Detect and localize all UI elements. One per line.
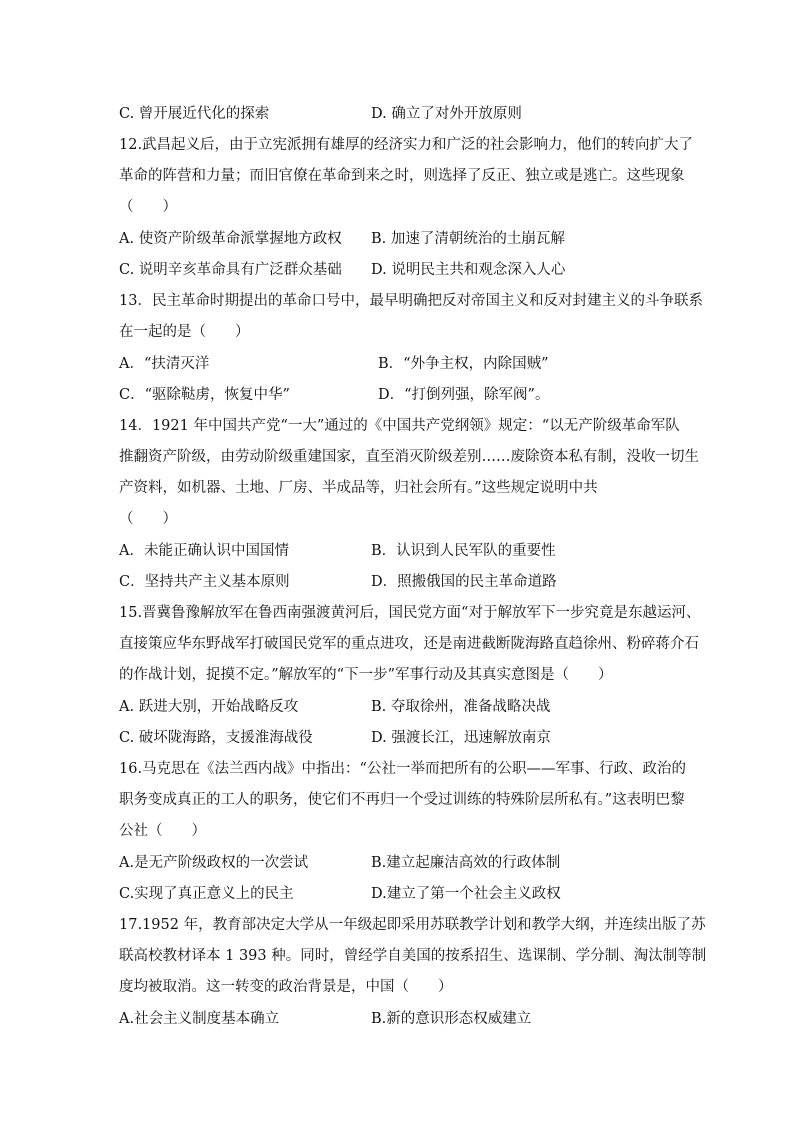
q13-stem-line: 13．民主革命时期提出的革命口号中，最早明确把反对帝国主义和反对封建主义的斗争联系	[119, 293, 703, 309]
q15-option-d: D. 强渡长江，迅速解放南京	[371, 730, 551, 746]
q14-option-c: C．坚持共产主义基本原则	[119, 574, 290, 590]
q15-option-c: C. 破坏陇海路，支援淮海战役	[119, 730, 313, 746]
q14-option-a: A．未能正确认识中国国情	[119, 543, 289, 559]
q17-stem-line: 联高校教材译本 1 393 种。同时，曾经学自美国的按系招生、选课制、学分制、淘汰制等制	[119, 948, 707, 964]
q12-option-c: C. 说明辛亥革命具有广泛群众基础	[119, 262, 342, 278]
q13-option-d: D．“打倒列强，除军阀”。	[378, 387, 550, 403]
q14-stem-line: 产资料，如机器、土地、厂房、半成品等，归社会所有。”这些规定说明中共	[119, 480, 598, 496]
q16-stem-line: 公社（ ）	[119, 823, 206, 839]
q15-stem-line: 直接策应华东野战军打破国民党军的重点进攻，还是南进截断陇海路直趋徐州、粉碎蒋介石	[119, 636, 699, 652]
q13-option-c: C．“驱除鞑虏，恢复中华”	[119, 387, 290, 403]
q14-answer-blank: （ ）	[119, 511, 177, 527]
q12-answer-blank: （ ）	[119, 199, 177, 215]
q17-option-a: A.社会主义制度基本确立	[119, 1011, 280, 1027]
q16-stem-line: 16.马克思在《法兰西内战》中指出：“公社一举而把所有的公职——军事、行政、政治的	[119, 761, 686, 777]
q16-option-a: A.是无产阶级政权的一次尝试	[119, 855, 309, 871]
q16-option-d: D.建立了第一个社会主义政权	[371, 886, 561, 902]
q14-option-d: D．照搬俄国的民主革命道路	[371, 574, 557, 590]
q13-option-b: B．“外争主权，内除国贼”	[378, 356, 549, 372]
q17-stem-line: 度均被取消。这一转变的政治背景是，中国（ ）	[119, 979, 453, 995]
q15-stem-line: 15.晋冀鲁豫解放军在鲁西南强渡黄河后，国民党方面“对于解放军下一步究竟是东越运河、	[119, 605, 701, 621]
q12-option-d: D. 说明民主共和观念深入人心	[371, 262, 566, 278]
q14-stem-line: 14．1921 年中国共产党“一大”通过的《中国共产党纲领》规定：“以无产阶级革命军队	[119, 418, 680, 434]
q16-option-b: B.建立起廉洁高效的行政体制	[371, 855, 561, 871]
q13-option-a: A．“扶清灭洋	[119, 356, 210, 372]
q16-option-c: C.实现了真正意义上的民主	[119, 886, 294, 902]
q12-option-b: B. 加速了清朝统治的土崩瓦解	[371, 231, 565, 247]
q13-stem-line: 在一起的是（ ）	[119, 324, 250, 340]
q14-stem-line: 推翻资产阶级，由劳动阶级重建国家，直至消灭阶级差别……废除资本私有制，没收一切生	[119, 449, 699, 465]
q14-option-b: B．认识到人民军队的重要性	[371, 543, 556, 559]
q12-stem-line: 革命的阵营和力量；而旧官僚在革命到来之时，则选择了反正、独立或是逃亡。这些现象	[119, 168, 685, 184]
q12-stem-line: 12.武昌起义后，由于立宪派拥有雄厚的经济实力和广泛的社会影响力，他们的转向扩大了	[119, 137, 694, 153]
q12-option-a: A. 使资产阶级革命派掌握地方政权	[119, 231, 342, 247]
q17-option-b: B.新的意识形态权威建立	[371, 1011, 532, 1027]
q15-option-b: B. 夺取徐州，准备战略决战	[371, 699, 551, 715]
q11-option-c: C. 曾开展近代化的探索	[119, 106, 270, 122]
q17-stem-line: 17.1952 年，教育部决定大学从一年级起即采用苏联教学计划和教学大纲，并连续出版了苏	[119, 917, 706, 933]
q15-stem-line: 的作战计划，捉摸不定。”解放军的“下一步”军事行动及其真实意图是（ ）	[119, 667, 613, 683]
q15-option-a: A. 跃进大别，开始战略反攻	[119, 699, 299, 715]
q16-stem-line: 职务变成真正的工人的职务，使它们不再归一个受过训练的特殊阶层所私有。”这表明巴黎	[119, 792, 685, 808]
q11-option-d: D. 确立了对外开放原则	[371, 106, 522, 122]
